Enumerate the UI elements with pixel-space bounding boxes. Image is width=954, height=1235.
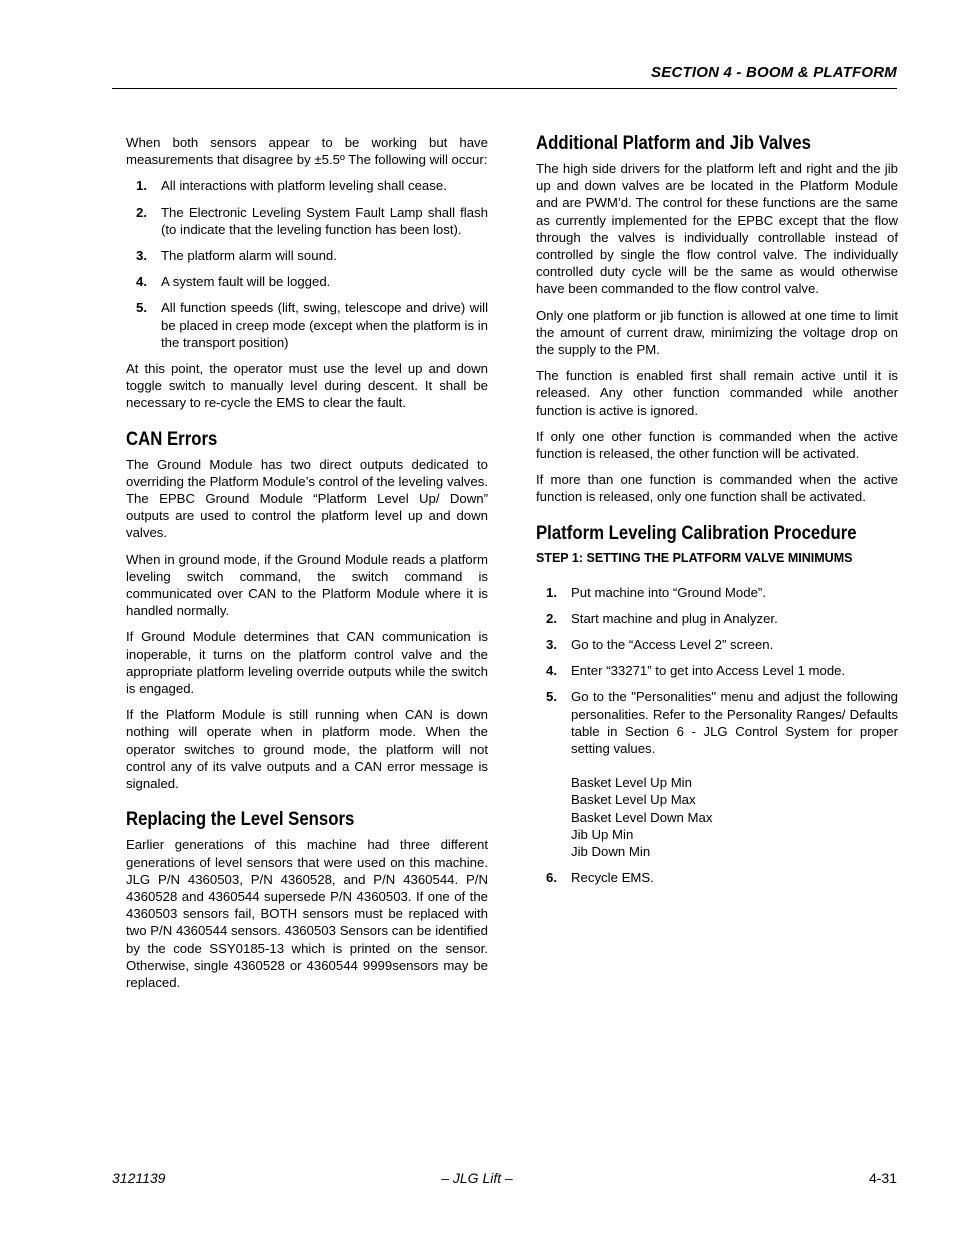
list-item-text: Start machine and plug in Analyzer. — [571, 610, 778, 626]
personality-item: Basket Level Up Min — [571, 775, 692, 791]
list-number: 3. — [546, 637, 557, 653]
list-item-text: All function speeds (lift, swing, telescope and drive) will be placed in creep mode (except when the platform is in the transport position) — [161, 300, 488, 350]
can-paragraph-4: If the Platform Module is still running when CAN is down nothing will operate when in platform mode. When the operator switches to ground mode, the platform will not control any of its valve outputs and a CAN error message is signaled. — [126, 707, 488, 792]
list-item-text: Go to the “Access Level 2” screen. — [571, 637, 774, 653]
can-errors-heading: CAN Errors — [126, 427, 218, 450]
left-column — [126, 134, 488, 1000]
valves-heading: Additional Platform and Jib Valves — [536, 132, 811, 154]
footer-page-number: 4-31 — [868, 1170, 897, 1186]
after-list-paragraph: At this point, the operator must use the level up and down toggle switch to manually level during descent. It shall be necessary to re-cycle the EMS to clear the fault. — [126, 361, 488, 411]
list-item — [536, 662, 898, 679]
list-item — [126, 299, 488, 351]
list-item-text: The platform alarm will sound. — [161, 248, 337, 264]
list-item-text: Go to the "Personalities" menu and adjust the following personalities. Refer to the Personality Ranges/ Defaults table in Section 6 - JLG Control System for proper setting values. — [571, 689, 898, 757]
list-item — [536, 584, 898, 601]
list-item-text: The Electronic Leveling System Fault Lamp shall flash (to indicate that the leveling function has been lost). — [161, 204, 488, 237]
list-item — [126, 177, 488, 194]
calibration-steps — [536, 584, 898, 887]
list-number: 4. — [546, 663, 557, 679]
list-item — [536, 869, 898, 886]
can-paragraph-1: The Ground Module has two direct outputs dedicated to overriding the Platform Module’s control of the leveling valves. The EPBC Ground Module “Platform Level Up/ Down” outputs are used to control the platform level up and down valves. — [126, 456, 488, 541]
list-number: 3. — [136, 248, 147, 264]
list-item-text: Put machine into “Ground Mode”. — [571, 584, 766, 600]
personality-item: Jib Down Min — [571, 844, 651, 860]
list-number: 2. — [546, 610, 557, 626]
list-item-text: A system fault will be logged. — [161, 274, 331, 290]
personality-item: Jib Up Min — [571, 826, 634, 842]
personality-item: Basket Level Down Max — [571, 809, 713, 825]
can-paragraph-2: When in ground mode, if the Ground Module reads a platform leveling switch command, the switch command is communicated over CAN to the Platform Module where it is handled normally. — [126, 551, 488, 619]
can-paragraph-3: If Ground Module determines that CAN communication is inoperable, it turns on the platform control valve and the appropriate platform leveling override outputs while the switch is engaged. — [126, 629, 488, 697]
valves-paragraph-3: The function is enabled first shall remain active until it is released. Any other function commanded while another function is active is ignored. — [536, 368, 898, 418]
valves-paragraph-2: Only one platform or jib function is allowed at one time to limit the amount of current draw, minimizing the voltage drop on the supply to the PM. — [536, 307, 898, 358]
list-item-text: Recycle EMS. — [571, 870, 654, 886]
footer-publisher: – JLG Lift – — [441, 1170, 513, 1186]
personality-item: Basket Level Up Max — [571, 792, 696, 808]
list-item — [126, 273, 488, 290]
list-item — [126, 204, 488, 238]
section-header: SECTION 4 - BOOM & PLATFORM — [651, 64, 897, 81]
footer-doc-number: 3121139 — [112, 1170, 166, 1186]
list-number: 4. — [136, 274, 147, 290]
personalities-list — [571, 774, 898, 860]
sensors-heading: Replacing the Level Sensors — [126, 808, 355, 831]
calibration-heading: Platform Leveling Calibration Procedure — [536, 521, 857, 544]
valves-paragraph-5: If more than one function is commanded when the active function is released, only one function shall be activated. — [536, 472, 898, 505]
list-number: 1. — [136, 178, 147, 194]
list-item-text: All interactions with platform leveling shall cease. — [161, 178, 447, 194]
right-column — [536, 132, 898, 896]
list-number: 2. — [136, 204, 147, 220]
list-item — [126, 247, 488, 264]
list-number: 1. — [546, 584, 557, 600]
list-item — [536, 688, 898, 860]
list-item-text: Enter “33271” to get into Access Level 1 mode. — [571, 663, 846, 679]
list-number: 5. — [136, 300, 147, 316]
intro-paragraph: When both sensors appear to be working but have measurements that disagree by ±5.5º The following will occur: — [126, 135, 488, 168]
fault-list — [126, 177, 488, 351]
list-number: 5. — [546, 689, 557, 705]
sensors-paragraph: Earlier generations of this machine had three different generations of level sensors that were used on this machine. JLG P/N 4360503, P/N 4360528, and P/N 4360544. P/N 4360528 and 4360544 supersede P/N 4360503. If one of the 4360503 sensors fail, BOTH sensors must be replaced with two P/N 4360544 sensors. 4360503 Sensors can be identified by the code SSY0185-13 which is printed on the sensor. Otherwise, single 4360528 or 4360544 9999sensors may be replaced. — [126, 837, 488, 990]
valves-paragraph-4: If only one other function is commanded when the active function is released, the other function will be activated. — [536, 428, 898, 462]
header-rule — [112, 88, 897, 89]
list-item — [536, 610, 898, 627]
valves-paragraph-1: The high side drivers for the platform left and right and the jib up and down valves are be located in the Platform Module and are PWM’d. The control for these functions are the same as currently implemented for the EPBC except that the flow through the valves is individually controllable instead of controlled by single the flow control valve. The individually controlled duty cycle will be the same as would otherwise have been commanded to the flow control valve. — [536, 161, 898, 297]
list-number: 6. — [546, 870, 557, 886]
list-item — [536, 636, 898, 653]
step1-heading: STEP 1: SETTING THE PLATFORM VALVE MINIMUMS — [536, 550, 853, 565]
